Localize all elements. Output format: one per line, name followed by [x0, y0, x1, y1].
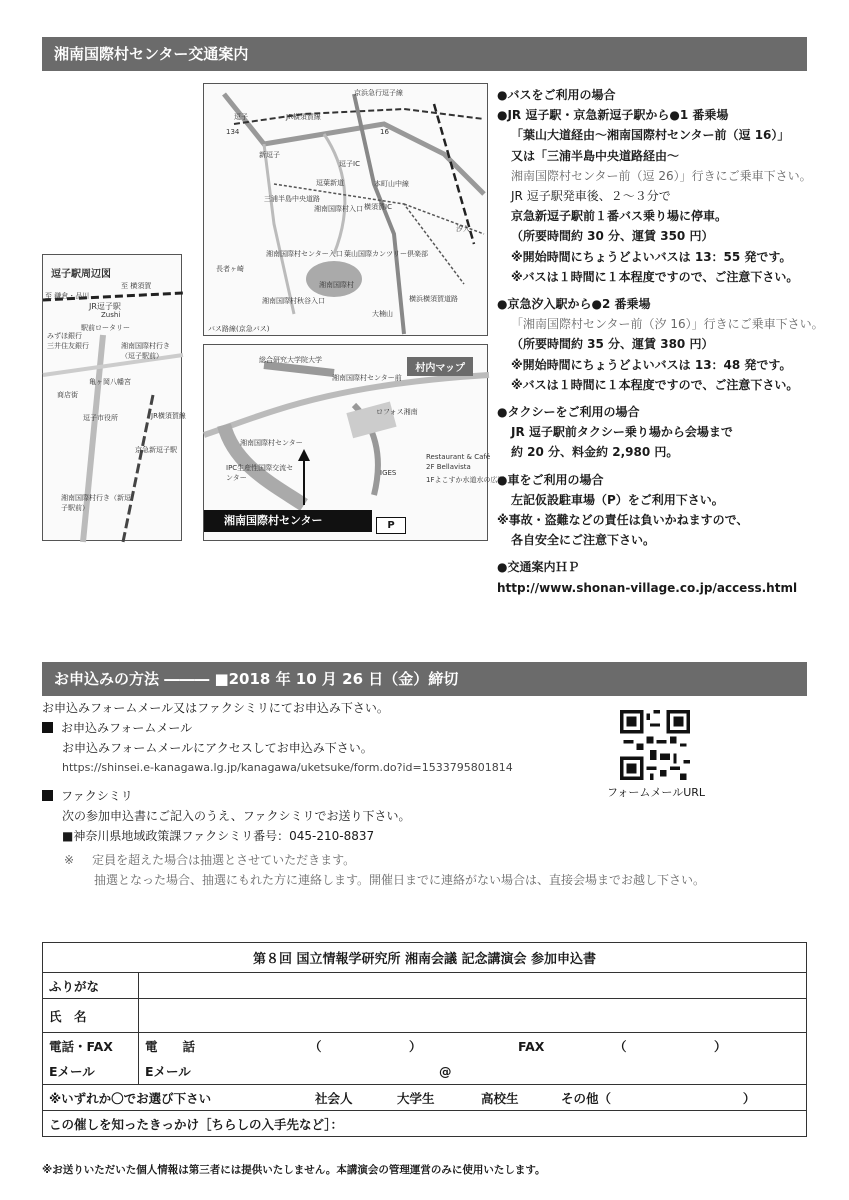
map-label: 三浦半島中央道路 — [264, 195, 320, 203]
car-header: ●車をご利用の場合 — [497, 472, 604, 487]
option-university[interactable]: 大学生 — [396, 1090, 435, 1106]
map-label: 総合研究大学院大学 — [259, 356, 322, 364]
map-label: 京急新逗子駅 — [135, 446, 177, 454]
form-title: 第８回 国立情報学研究所 湘南会議 記念講演会 参加申込書 — [43, 943, 807, 973]
furigana-field[interactable] — [139, 973, 807, 999]
map-label: 1Fよこすか水道水の広場 — [426, 476, 505, 484]
map-label: 逗子IC — [339, 160, 360, 168]
section-header-access: 湘南国際村センター交通案内 — [42, 37, 807, 71]
phone-inner-label: 電 話 — [145, 1038, 196, 1054]
map-label: 湘南国際村行き（新逗子駅前） — [61, 494, 131, 512]
map-label: 2F Bellavista — [426, 463, 471, 471]
bus1-freq: ※バスは１時間に１本程度ですので、ご注意下さい。 — [511, 269, 799, 284]
section-header-apply: お申込みの方法 ――― ■2018 年 10 月 26 日（金）締切 — [42, 662, 807, 696]
map-label: JR横須賀線 — [151, 412, 186, 420]
bus2-freq: ※バスは１時間に１本程度ですので、ご注意下さい。 — [511, 377, 799, 392]
option-working[interactable]: 社会人 — [314, 1090, 353, 1106]
name-label: 氏 名 — [43, 999, 139, 1033]
fax-inner-label: FAX — [517, 1038, 545, 1054]
route-number: 16 — [380, 128, 389, 136]
bus1-time: （所要時間約 30 分、運賃 350 円） — [511, 229, 714, 244]
map-label: 湘南国際村センター前 — [332, 374, 402, 382]
bus1-from: ●JR 逗子駅・京急新逗子駅から●1 番乗場 — [497, 108, 729, 123]
map-label: みずほ銀行 — [47, 332, 82, 340]
map-label: 湘南国際村秋谷入口 — [262, 297, 325, 305]
note1 — [42, 850, 832, 870]
note2: 抽選となった場合、抽選にもれた方に連絡します。開催日までに連絡がない場合は、直接会場までお越し下さい。 — [94, 873, 706, 887]
bus1-note1: JR 逗子駅発車後、２〜３分で — [511, 189, 671, 204]
bus1-or: 又は「三浦半島中央道路経由〜 — [511, 148, 680, 163]
transport-info — [497, 85, 837, 598]
taxi-header: ●タクシーをご利用の場合 — [497, 405, 640, 420]
map-label: 横須賀IC — [364, 203, 392, 211]
map-label: Zushi — [101, 311, 121, 319]
option-other-close: ） — [742, 1090, 756, 1106]
email-label: Eメール — [43, 1059, 139, 1085]
map-label: 商店街 — [57, 391, 78, 399]
car-line3: 各自安全にご注意下さい。 — [511, 533, 656, 548]
station-map — [42, 254, 186, 541]
parking-marker: P — [376, 517, 406, 534]
trigger-field[interactable]: この催しを知ったきっかけ［ちらしの入手先など］： — [43, 1111, 807, 1137]
village-map-title: 村内マップ — [407, 357, 473, 376]
note-mark: ※ — [64, 853, 75, 867]
note1-text: 定員を超えた場合は抽選とさせていただきます。 — [92, 853, 356, 867]
map-label: ロフォス湘南 — [376, 408, 418, 416]
map-label: 逗葉新道 — [316, 179, 344, 187]
email-field[interactable] — [139, 1059, 807, 1085]
fax-number: ■神奈川県地域政策課ファクシミリ番号：045‐210‐8837 — [62, 829, 375, 843]
map-label: IPC生産性国際交流センター — [226, 464, 294, 482]
bus1-route1: 「葉山大道経由〜湘南国際村センター前（逗 16）」 — [511, 128, 790, 143]
map-label: 新逗子 — [259, 151, 280, 159]
fax-text: 次の参加申込書にご記入のうえ、ファクシミリでお送り下さい。 — [62, 809, 411, 823]
map-label: JR横須賀線 — [286, 113, 321, 121]
car-line2: ※事故・盗難などの責任は負いかねますので、 — [497, 513, 749, 528]
category-instruction: ※いずれか〇でお選び下さい — [49, 1090, 212, 1106]
privacy-footnote: ※お送りいただいた個人情報は第三者には提供いたしません。本講演会の管理運営のみに使用いたします。 — [42, 1164, 546, 1176]
bus2-conv: ※開始時間にちょうどよいバスは 13：48 発です。 — [511, 357, 792, 372]
map-label: 至 横須賀 — [121, 282, 152, 290]
village-map — [203, 344, 505, 541]
furigana-label: ふりがな — [43, 973, 139, 999]
hp-link[interactable]: http://www.shonan-village.co.jp/access.html — [497, 580, 798, 595]
square-bullet-icon — [42, 722, 53, 733]
at-sign: @ — [438, 1064, 452, 1080]
mail-header — [42, 718, 832, 738]
bus-header: ●バスをご利用の場合 — [497, 88, 616, 102]
map-label: 湘南国際村センター入口 — [266, 250, 343, 258]
qr-code-icon[interactable] — [620, 710, 690, 780]
bus2-time: （所要時間約 35 分、運賃 380 円） — [511, 337, 714, 352]
map-label: IGES — [380, 469, 397, 477]
phone-fax-label: 電話・FAX — [43, 1033, 139, 1059]
option-other[interactable]: その他（ — [560, 1090, 611, 1106]
square-bullet-icon — [42, 790, 53, 801]
application-form — [42, 942, 807, 1137]
map-label: 汐入 — [456, 225, 470, 233]
map-label: 三井住友銀行 — [47, 342, 89, 350]
map-label: 長者ヶ崎 — [216, 265, 244, 273]
bus1-note2: 京急新逗子駅前１番バス乗り場に停車。 — [511, 209, 728, 224]
map-label: 湘南国際村 — [319, 281, 354, 289]
map-label: Restaurant & Café — [426, 453, 491, 461]
map-label: 逗子市役所 — [83, 414, 118, 422]
map-label: バス路線(京急バス) — [208, 325, 270, 333]
bus2-route: 「湘南国際村センター前（汐 16）」行きにご乗車下さい。 — [511, 317, 824, 332]
taxi-line1: JR 逗子駅前タクシー乗り場から会場まで — [511, 425, 733, 440]
station-map-title: 逗子駅周辺図 — [51, 269, 111, 280]
map-label: 京浜急行逗子線 — [354, 89, 403, 97]
map-label: 本町山中線 — [374, 180, 409, 188]
map-label: 大楠山 — [372, 310, 393, 318]
map-label: 至 鎌倉・品川 — [45, 292, 90, 300]
mail-url-link[interactable]: https://shinsei.e-kanagawa.lg.jp/kanagawa/uketsuke/form.do?id=1533795801814 — [62, 761, 513, 774]
hp-header: ●交通案内ＨＰ — [497, 560, 580, 575]
map-label: 湘南国際村行き（逗子駅前） — [121, 342, 170, 360]
route-number: 134 — [226, 128, 240, 136]
map-label: 葉山国際カンツリー倶楽部 — [344, 250, 428, 258]
name-field[interactable] — [139, 999, 807, 1033]
phone-fax-field[interactable] — [139, 1033, 807, 1059]
map-label: JR逗子駅 — [89, 302, 121, 311]
bus2-from: ●京急汐入駅から●2 番乗場 — [497, 297, 651, 312]
map-label: 湘南国際村センター — [240, 439, 303, 447]
map-label: 亀ヶ岡八幡宮 — [89, 378, 131, 386]
option-highschool[interactable]: 高校生 — [480, 1090, 519, 1106]
car-line1: 左記仮設駐車場（P）をご利用下さい。 — [511, 492, 724, 507]
map-label: 横浜横須賀道路 — [409, 295, 458, 303]
map-label: 逗子 — [234, 113, 248, 121]
taxi-line2: 約 20 分、料金約 2,980 円。 — [511, 445, 679, 460]
email-inner-label: Eメール — [145, 1064, 191, 1080]
fax-header-text: ファクシミリ — [61, 789, 133, 803]
apply-intro: お申込みフォームメール又はファクシミリにてお申込み下さい。 — [42, 701, 389, 715]
access-map — [203, 83, 488, 336]
mail-text: お申込みフォームメールにアクセスしてお申込み下さい。 — [62, 741, 373, 755]
bus1-route2: 湘南国際村センター前（逗 26）」行きにご乗車下さい。 — [511, 168, 812, 183]
bus1-conv: ※開始時間にちょうどよいバスは 13：55 発です。 — [511, 249, 792, 264]
phone-paren: （ ） — [308, 1038, 422, 1054]
map-label: 駅前ロータリー — [81, 324, 130, 332]
mail-header-text: お申込みフォームメール — [61, 721, 193, 735]
center-label: 湘南国際村センター — [204, 510, 372, 532]
qr-label: フォームメールURL — [606, 786, 706, 799]
map-label: 湘南国際村入口 — [314, 205, 363, 213]
fax-paren: （ ） — [613, 1038, 727, 1054]
category-row — [43, 1085, 807, 1111]
